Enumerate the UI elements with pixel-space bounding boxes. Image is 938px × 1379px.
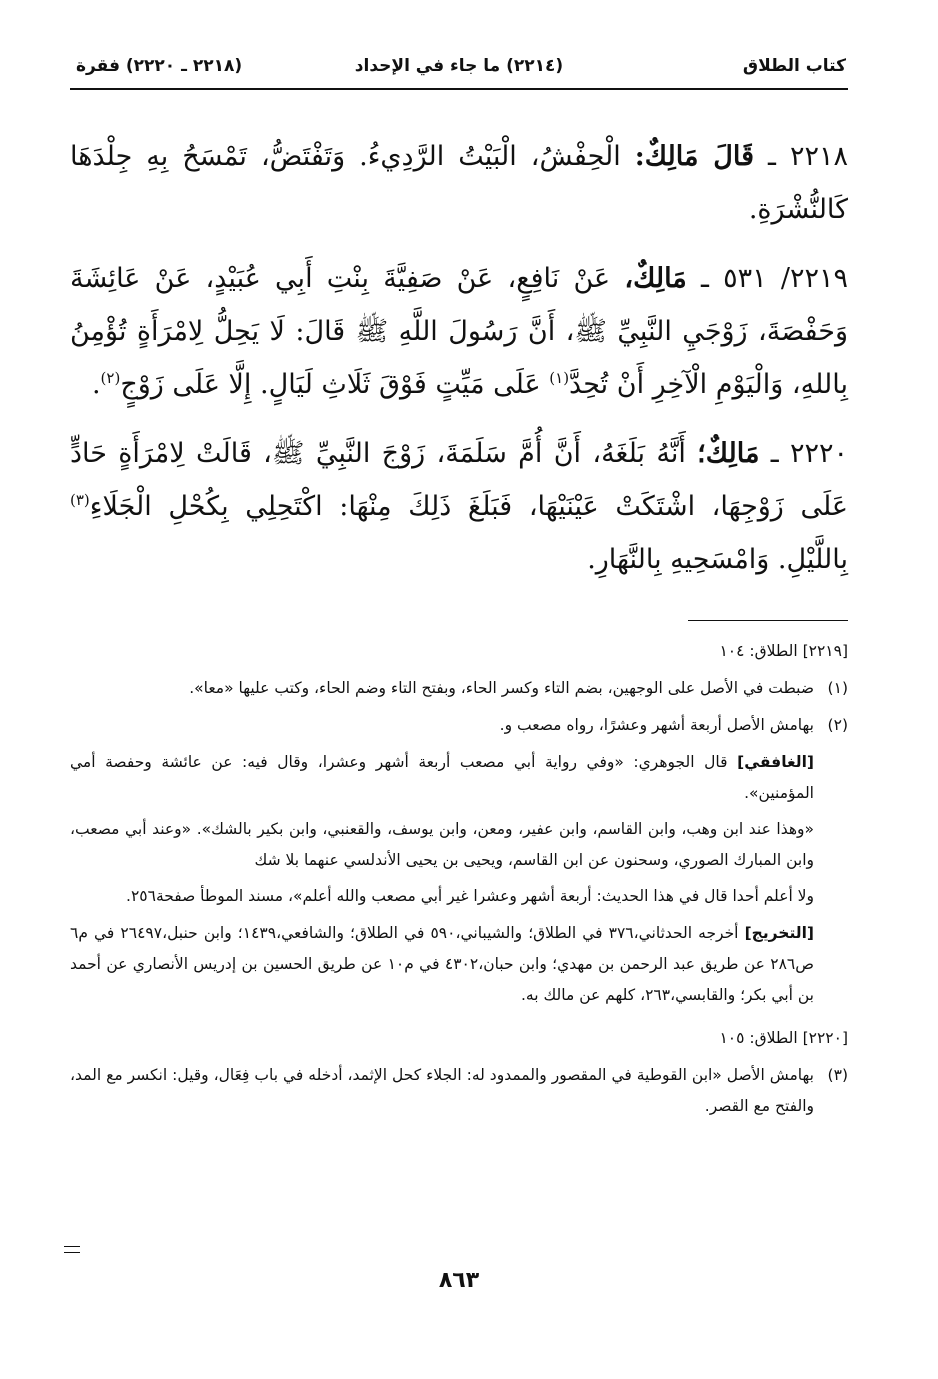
narrator-name: قَالَ مَالِكٌ:	[634, 141, 755, 172]
footnotes	[70, 636, 848, 1128]
ghafiqi-line	[70, 747, 814, 809]
narrator-name: مَالِكٌ،	[624, 263, 687, 294]
paragraph-2219	[70, 252, 848, 411]
book-title: كتاب الطلاق	[742, 56, 846, 76]
paragraph-text: بِاللَّيْلِ. وَامْسَحِيهِ بِالنَّهَارِ.	[587, 544, 848, 575]
book-page	[70, 0, 848, 1379]
ghafiqi-text: ولا أعلم أحدا قال في هذا الحديث: أربعة أشهر وعشرا غير أبي مصعب والله أعلم»، مسند الموطأ صفحة٢٥٦.	[126, 887, 814, 905]
footnote-mark: (٢)	[827, 716, 848, 734]
paragraph-range: (٢٢١٨ ـ ٢٢٢٠) فقرة	[76, 56, 243, 76]
paragraph-text: أَنَّهُ بَلَغَهُ، أَنَّ أُمَّ سَلَمَةَ، زَوْجَ النَّبِيِّ ﷺ، قَالَتْ لِامْرَأَةٍ حَادٍّ عَلَى زَوْجِهَا، اشْتَكَتْ عَيْنَيْهَا، فَبَلَغَ ذَلِكَ مِنْهَا: اكْتَحِلِي بِكُحْلِ الْجَلَاءِ	[70, 438, 848, 522]
footnote-text: بهامش الأصل «ابن القوطية في المقصور والممدود له: الجلاء كحل الإثمد، أدخله في باب فِعَال، وقيل: انكسر مع المد، والفتح مع القصر.	[70, 1066, 814, 1115]
main-text	[70, 130, 848, 602]
footnote-3	[70, 1060, 848, 1122]
footnote-mark: (٣)	[827, 1066, 848, 1084]
takhrij-line	[70, 918, 814, 1011]
footnote-ref[interactable]: (٢)	[100, 369, 121, 387]
takhrij-text: أخرجه الحدثاني،٣٧٦ في الطلاق؛ والشيباني،٥٩٠ في الطلاق؛ والشافعي،١٤٣٩؛ وابن حنبل،٢٦٤٩٧ في م٦ ص٢٨٦ عن طريق عبد الرحمن بن مهدي؛ وابن حبان،٤٣٠٢ في م١٠ عن طريق الحسين بن إدريس الأنصاري عن أحمد بن أبي بكر؛ والقابسي،٢٦٣، كلهم عن مالك به.	[70, 924, 814, 1004]
footnote-1	[70, 673, 848, 704]
takhrij-tag: [التخريج]	[744, 924, 815, 942]
page-number: ٨٦٣	[438, 1268, 480, 1293]
running-header	[70, 52, 848, 90]
margin-mark	[64, 1246, 80, 1253]
paragraph-number: ٢٢٢٠ ـ	[770, 438, 848, 469]
paragraph-text: عَلَى مَيِّتٍ فَوْقَ ثَلَاثِ لَيَالٍ. إِلَّا عَلَى زَوْجٍ	[120, 369, 550, 400]
chapter-title: (٢٢١٤) ما جاء في الإحداد	[354, 56, 564, 76]
paragraph-text: الْحِفْشُ، الْبَيْتُ الرَّدِيءُ. وَتَفْتَضُّ، تَمْسَحُ بِهِ جِلْدَهَا كَالنُّشْرَةِ.	[70, 141, 848, 225]
footnote-2	[70, 710, 848, 1017]
footnote-text: ضبطت في الأصل على الوجهين، بضم التاء وكسر الحاء، وبفتح التاء وضم الحاء، وكتب عليها «معا».	[189, 679, 814, 697]
takhrij-note	[70, 918, 814, 1011]
narrator-name: مَالِكٌ؛	[697, 438, 760, 469]
ghafiqi-tag: [الغافقي]	[737, 753, 814, 771]
paragraph-number: ٢٢١٩/ ٥٣١ ـ	[701, 263, 848, 294]
ghafiqi-text: «وهذا عند ابن وهب، وابن القاسم، وابن عفير، ومعن، وابن يوسف، والقعنبي، وابن بكير بالشك». «وعند أبي مصعب، وابن المبارك الصوري، وسحنون عن ابن القاسم، ويحيى بن يحيى الأندلسي عنهما بلا شك	[70, 820, 814, 869]
paragraph-text: عَنْ نَافِعٍ، عَنْ صَفِيَّةَ بِنْتِ أَبِي عُبَيْدٍ، عَنْ عَائِشَةَ وَحَفْصَةَ، زَوْجَيِ النَّبِيِّ ﷺ، أَنَّ رَسُولَ اللَّهِ ﷺ قَالَ: لَا يَحِلُّ لِامْرَأَةٍ تُؤْمِنُ بِاللهِ، وَالْيَوْمِ الْآخِرِ أَنْ تُحِدَّ	[70, 263, 848, 400]
paragraph-2220	[70, 427, 848, 586]
footnote-ref[interactable]: (١)	[549, 369, 570, 387]
paragraph-number: ٢٢١٨ ـ	[768, 141, 848, 172]
footnote-ref[interactable]: (٣)	[70, 491, 90, 509]
footnote-divider	[688, 620, 848, 621]
footnote-body	[70, 710, 814, 1017]
footnote-mark: (١)	[827, 679, 848, 697]
paragraph-2218	[70, 130, 848, 236]
ghafiqi-text: قال الجوهري: «وفي رواية أبي مصعب أربعة أشهر وعشرا، وقال فيه: عن عائشة وحفصة أمي المؤمنين».	[70, 753, 814, 802]
ghafiqi-note	[70, 747, 814, 912]
reference-2219: [٢٢١٩] الطلاق: ١٠٤	[719, 642, 848, 660]
footnote-text: بهامش الأصل أربعة أشهر وعشرًا، رواه مصعب و.	[499, 716, 814, 734]
paragraph-text: .	[91, 369, 101, 400]
reference-2220: [٢٢٢٠] الطلاق: ١٠٥	[719, 1029, 848, 1047]
